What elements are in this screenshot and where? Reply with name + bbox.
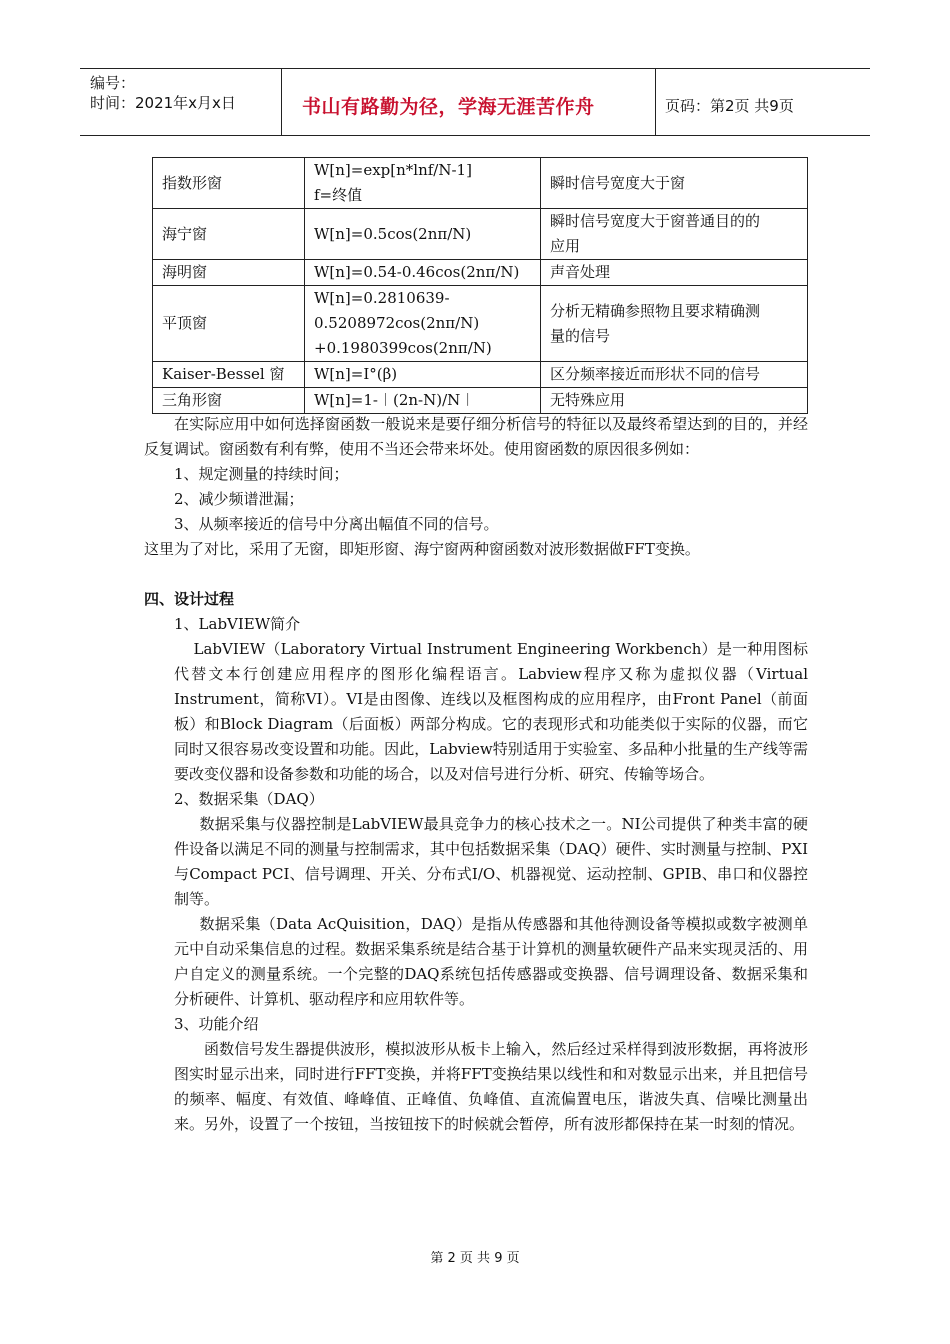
table-row [153, 362, 808, 388]
paragraph-comparison: 这里为了对比，采用了无窗，即矩形窗、海宁窗两种窗函数对波形数据做FFT变换。 [144, 540, 700, 558]
document-date-label: 时间：2021年x月x日 [90, 94, 236, 112]
use-line: 量的信号 [550, 326, 611, 345]
window-name-cell: 海宁窗 [153, 209, 305, 260]
window-name-cell: 平顶窗 [153, 286, 305, 362]
window-function-table [152, 157, 808, 414]
document-body [144, 412, 808, 1137]
use-line: 区分频率接近而形状不同的信号 [550, 365, 761, 383]
subheading-function-intro: 3、功能介绍 [174, 1015, 259, 1033]
formula-line: W[n]=I°(β) [314, 365, 398, 383]
formula-line: +0.1980399cos(2nπ/N) [314, 339, 492, 357]
use-line: 分析无精确参照物且要求精确测 [550, 301, 761, 320]
window-formula-cell [305, 286, 541, 362]
window-formula-cell [305, 209, 541, 260]
window-name-cell: Kaiser-Bessel 窗 [153, 362, 305, 388]
use-line: 瞬时信号宽度大于窗 [550, 173, 686, 192]
subheading-labview-intro: 1、LabVIEW简介 [174, 615, 301, 633]
window-formula-cell [305, 260, 541, 286]
formula-line: W[n]=1-︱(2n-N)/N︱ [314, 391, 476, 409]
formula-line: W[n]=0.2810639- [314, 289, 450, 307]
window-name-cell: 海明窗 [153, 260, 305, 286]
paragraph-function: 函数信号发生器提供波形，模拟波形从板卡上输入，然后经过采样得到波形数据，再将波形图实时显示出来，同时进行FFT变换，并将FFT变换结果以线性和和对数显示出来，并且把信号的频率、幅度、有效值、峰峰值、正峰值、负峰值、直流偏置电压，谐波失真、信噪比测量出来。另外，设置了一个按钮，当按钮按下的时候就会暂停，所有波形都保持在某一时刻的情况。 [174, 1040, 808, 1133]
header-top-rule [80, 68, 870, 69]
paragraph-window-selection: 在实际应用中如何选择窗函数一般说来是要仔细分析信号的特征以及最终希望达到的目的，并经反复调试。窗函数有利有弊，使用不当还会带来坏处。使用窗函数的原因很多例如： [144, 415, 808, 458]
window-formula-cell [305, 388, 541, 414]
list-item: 1、规定测量的持续时间； [174, 465, 349, 483]
document-number-label: 编号： [90, 74, 136, 92]
use-line: 声音处理 [550, 263, 611, 281]
header-page-label: 页码：第2页 共9页 [665, 97, 794, 115]
list-item: 2、减少频谱泄漏； [174, 490, 304, 508]
window-use-cell [541, 362, 808, 388]
header-bottom-rule [80, 135, 870, 136]
header-divider-right [655, 69, 656, 136]
window-formula-cell [305, 362, 541, 388]
table-row [153, 260, 808, 286]
window-use-cell [541, 158, 808, 209]
header-divider-left [281, 69, 282, 136]
table-row [153, 209, 808, 260]
paragraph-labview: LabVIEW（Laboratory Virtual Instrument Engineering Workbench）是一种用图标代替文本行创建应用程序的图形化编程语言。Labview程序又称为虚拟仪器（Virtual Instrument，简称VI）。VI是由图像、连线以及框图构成的应用程序，由Front Panel（前面板）和Block Diagram（后面板）两部分构成。它的表现形式和功能类似于实际的仪器，而它同时又很容易改变设置和功能。因此，Labview特别适用于实验室、多品种小批量的生产线等需要改变仪器和设备参数和功能的场合，以及对信号进行分析、研究、传输等场合。 [174, 640, 808, 783]
subheading-daq: 2、数据采集（DAQ） [174, 790, 324, 808]
page-footer: 第 2 页 共 9 页 [430, 1251, 520, 1266]
window-use-cell [541, 388, 808, 414]
formula-line: W[n]=0.5cos(2nπ/N) [314, 224, 472, 243]
use-line: 应用 [550, 237, 581, 255]
paragraph-daq-definition: 数据采集（Data AcQuisition，DAQ）是指从传感器和其他待测设备等模拟或数字被测单元中自动采集信息的过程。数据采集系统是结合基于计算机的测量软硬件产品来实现灵活的、用户自定义的测量系统。一个完整的DAQ系统包括传感器或变换器、信号调理设备、数据采集和分析硬件、计算机、驱动程序和应用软件等。 [174, 915, 808, 1008]
use-line: 瞬时信号宽度大于窗普通目的的 [550, 212, 761, 230]
section-heading-design-process: 四、设计过程 [144, 590, 235, 608]
window-use-cell [541, 209, 808, 260]
window-name-cell: 指数形窗 [153, 158, 305, 209]
table-row [153, 286, 808, 362]
formula-line: W[n]=exp[n*lnf/N-1] [314, 161, 472, 179]
window-use-cell [541, 260, 808, 286]
formula-line: W[n]=0.54-0.46cos(2nπ/N) [314, 263, 520, 281]
table-row [153, 388, 808, 414]
window-name-cell: 三角形窗 [153, 388, 305, 414]
header-motto: 书山有路勤为径，学海无涯苦作舟 [302, 96, 595, 118]
window-use-cell [541, 286, 808, 362]
table-row [153, 158, 808, 209]
window-formula-cell [305, 158, 541, 209]
formula-line: 0.5208972cos(2nπ/N) [314, 314, 480, 332]
paragraph-daq-control: 数据采集与仪器控制是LabVIEW最具竞争力的核心技术之一。NI公司提供了种类丰富的硬件设备以满足不同的测量与控制需求，其中包括数据采集（DAQ）硬件、实时测量与控制、PXI与Compact PCI、信号调理、开关、分布式I/O、机器视觉、运动控制、GPIB、串口和仪器控制等。 [174, 815, 808, 908]
list-item: 3、从频率接近的信号中分离出幅值不同的信号。 [174, 515, 499, 533]
use-line: 无特殊应用 [550, 391, 626, 409]
formula-line: f=终值 [314, 186, 363, 204]
